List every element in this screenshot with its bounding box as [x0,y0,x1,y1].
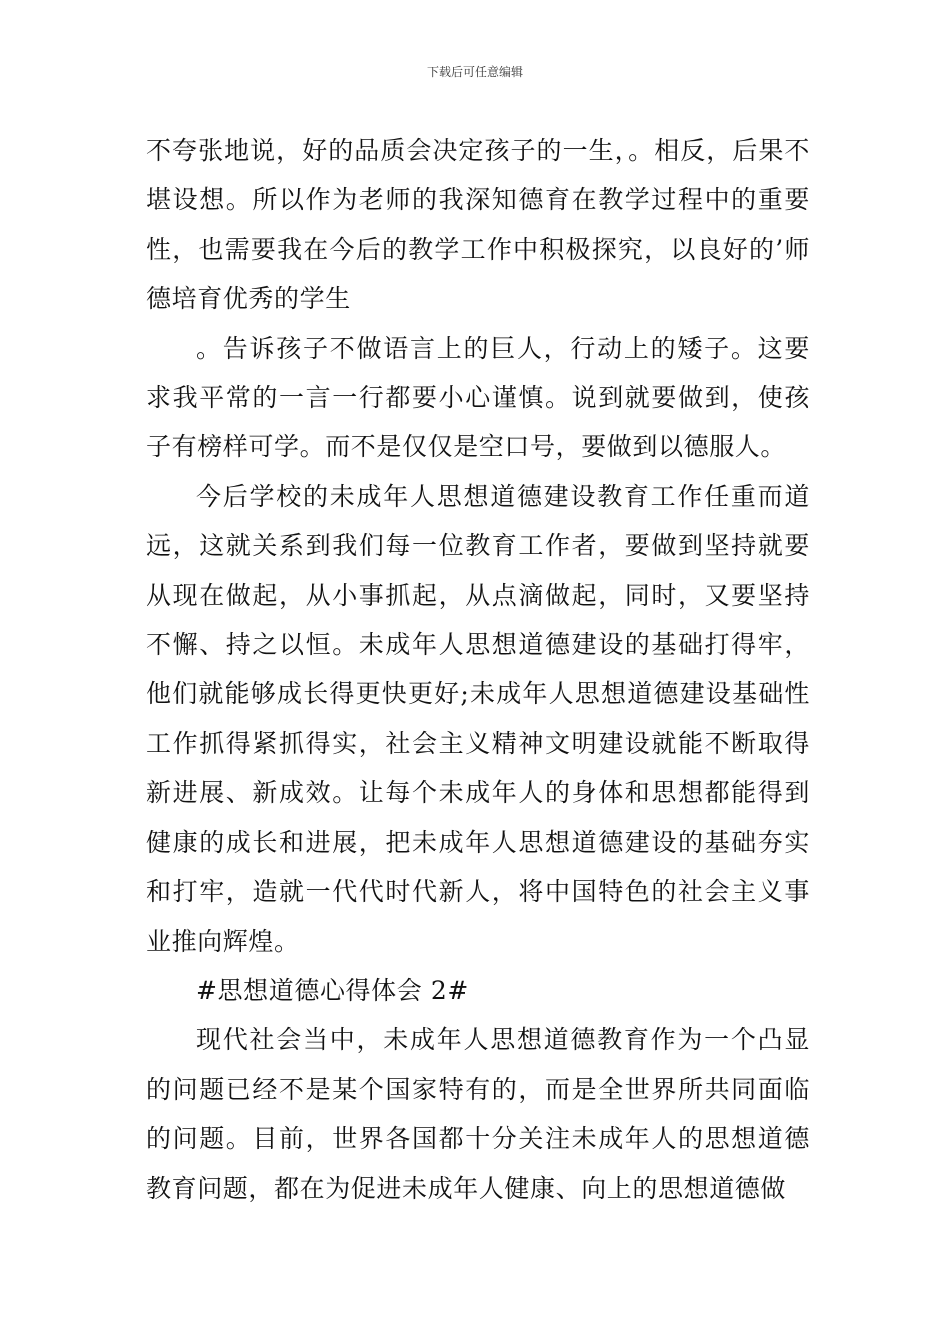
paragraph-2: 。告诉孩子不做语言上的巨人，行动上的矮子。这要求我平常的一言一行都要小心谨慎。说到就要做到，使孩子有榜样可学。而不是仅仅是空口号，要做到以德服人。 [146,333,810,462]
paragraph-3: 今后学校的未成年人思想道德建设教育工作任重而道远，这就关系到我们每一位教育工作者，要做到坚持就要从现在做起，从小事抓起，从点滴做起，同时，又要坚持不懈、持之以恒。未成年人思想道德建设的基础打得牢，他们就能够成长得更快更好;未成年人思想道德建设基础性工作抓得紧抓得实，社会主义精神文明建设就能不断取得新进展、新成效。让每个未成年人的身体和思想都能得到健康的成长和进展，把未成年人思想道德建设的基础夯实和打牢，造就一代代时代新人，将中国特色的社会主义事业推向辉煌。 [146,481,810,956]
paragraph-1: 不夸张地说，好的品质会决定孩子的一生，。相反，后果不堪设想。所以作为老师的我深知德育在教学过程中的重要性，也需要我在今后的教学工作中积极探究，以良好的’师德培育优秀的学生 [146,136,810,314]
page-header: 下载后可任意编辑 [426,65,523,79]
paragraph-4: 现代社会当中，未成年人思想道德教育作为一个凸显的问题已经不是某个国家特有的，而是全世界所共同面临的问题。目前，世界各国都十分关注未成年人的思想道德教育问题，都在为促进未成年人健康、向上的思想道德做 [146,1025,810,1203]
section-heading: #思想道德心得体会 2# [196,975,469,1005]
document-body [146,126,810,1213]
